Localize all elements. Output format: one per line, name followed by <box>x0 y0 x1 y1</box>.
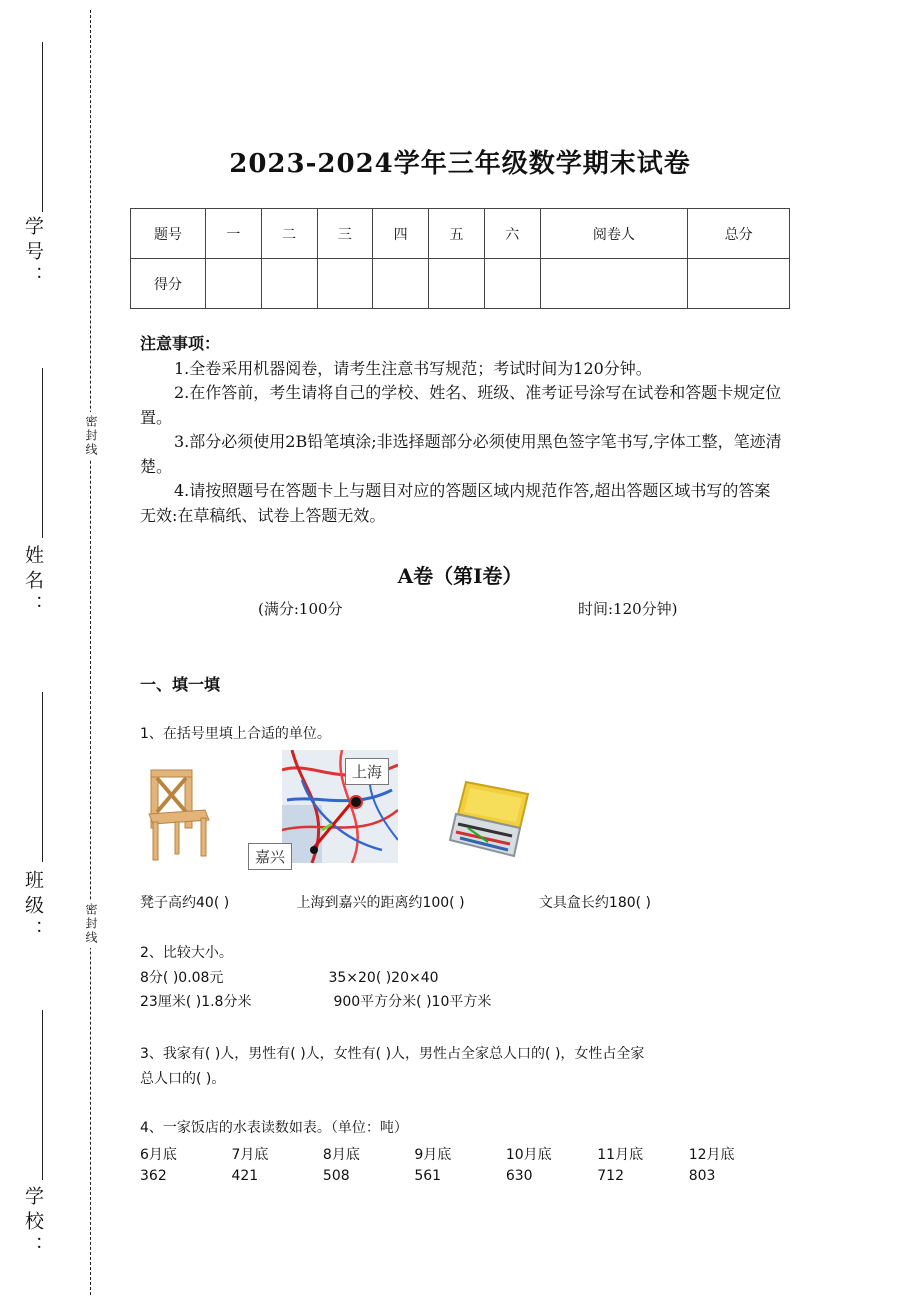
meter-reading: 508 <box>322 1168 350 1184</box>
question-2: 2、比较大小。 <box>140 945 233 961</box>
name-label: 姓名： <box>22 545 44 620</box>
score-header-cell: 总分 <box>688 209 790 259</box>
score-header-cell: 三 <box>317 209 373 259</box>
question-1-answers <box>140 892 651 912</box>
meter-month: 12月底 <box>688 1147 735 1163</box>
class-label: 班级： <box>22 870 44 945</box>
note-item: 2.在作答前，考生请将自己的学校、姓名、班级、准考证号涂写在试卷和答题卡规定位置。 <box>140 383 782 427</box>
q2-compare-item[interactable]: 23厘米( )1.8分米 <box>140 994 252 1010</box>
meter-month: 11月底 <box>597 1147 644 1163</box>
meter-readings-row <box>140 1168 715 1184</box>
meter-reading: 803 <box>688 1168 716 1184</box>
notes-heading: 注意事项： <box>140 334 221 353</box>
score-table <box>130 208 790 309</box>
meter-month: 9月底 <box>414 1147 452 1163</box>
meter-month: 8月底 <box>322 1147 360 1163</box>
name-line <box>42 368 43 538</box>
exam-title: 2023-2024学年三年级数学期末试卷 <box>229 149 691 179</box>
meter-month: 6月底 <box>140 1147 177 1163</box>
score-cell[interactable] <box>688 259 790 309</box>
score-header-cell: 五 <box>429 209 485 259</box>
note-item: 3.部分必须使用2B铅笔填涂;非选择题部分必须使用黑色签字笔书写,字体工整，笔迹清楚。 <box>140 432 782 476</box>
question-1: 1、在括号里填上合适的单位。 <box>140 726 331 742</box>
score-header-cell: 阅卷人 <box>540 209 688 259</box>
meter-month: 10月底 <box>505 1147 552 1163</box>
school-label: 学校： <box>22 1186 44 1261</box>
student-id-label: 学号： <box>22 216 44 291</box>
score-table-score-row <box>131 259 790 309</box>
q1-answer-pencil-case[interactable]: 文具盒长约180( ) <box>538 895 652 911</box>
score-header-cell: 四 <box>373 209 429 259</box>
seal-text-lower: 密封线 <box>83 900 100 948</box>
meter-reading: 561 <box>414 1168 442 1184</box>
note-item: 4.请按照题号在答题卡上与题目对应的答题区域内规范作答,超出答题区域书写的答案无效:在草稿纸、试卷上答题无效。 <box>140 481 771 525</box>
chair-image <box>145 768 211 866</box>
section-title: A卷（第Ⅰ卷） <box>397 564 523 588</box>
score-table-header-row <box>131 209 790 259</box>
pencil-case-image <box>448 780 530 862</box>
meter-reading: 421 <box>231 1168 259 1184</box>
score-row-label: 得分 <box>131 259 206 309</box>
question-2-row-1 <box>140 967 439 987</box>
score-header-cell: 六 <box>484 209 540 259</box>
school-line <box>42 1010 43 1180</box>
exam-notes <box>140 332 785 528</box>
meter-reading: 362 <box>140 1168 167 1184</box>
exam-time: 时间:120分钟) <box>578 600 678 618</box>
seal-text-upper: 密封线 <box>83 412 100 460</box>
score-cell[interactable] <box>261 259 317 309</box>
score-header-cell: 二 <box>261 209 317 259</box>
score-header-cell: 题号 <box>131 209 206 259</box>
score-cell[interactable] <box>317 259 373 309</box>
meter-months-row <box>140 1144 735 1164</box>
note-item: 1.全卷采用机器阅卷，请考生注意书写规范；考试时间为120分钟。 <box>174 358 652 378</box>
full-score: (满分:100分 <box>258 600 343 618</box>
score-cell[interactable] <box>540 259 688 309</box>
score-cell[interactable] <box>429 259 485 309</box>
meter-month: 7月底 <box>231 1147 269 1163</box>
q2-compare-item[interactable]: 900平方分米( )10平方米 <box>333 994 492 1010</box>
part-one-heading: 一、填一填 <box>140 675 221 694</box>
question-4: 4、一家饭店的水表读数如表。（单位：吨） <box>140 1120 408 1136</box>
map-label-jiaxing: 嘉兴 <box>248 843 292 870</box>
map-label-shanghai: 上海 <box>345 758 389 785</box>
question-3-line-1: 3、我家有( )人，男性有( )人，女性有( )人，男性占全家总人口的( )，女性占全家 <box>140 1046 645 1062</box>
score-cell[interactable] <box>206 259 262 309</box>
q2-compare-item[interactable]: 8分( )0.08元 <box>140 970 224 986</box>
score-cell[interactable] <box>484 259 540 309</box>
question-2-row-2 <box>140 991 491 1011</box>
q1-answer-chair[interactable]: 凳子高约40( ) <box>140 895 230 911</box>
score-cell[interactable] <box>373 259 429 309</box>
student-id-line <box>42 42 43 212</box>
q1-answer-distance[interactable]: 上海到嘉兴的距离约100( ) <box>296 895 465 911</box>
question-3-line-2: 总人口的( )。 <box>140 1071 226 1087</box>
q2-compare-item[interactable]: 35×20( )20×40 <box>328 970 439 986</box>
score-header-cell: 一 <box>206 209 262 259</box>
class-line <box>42 692 43 862</box>
meter-reading: 712 <box>597 1168 624 1184</box>
meter-reading: 630 <box>505 1168 533 1184</box>
binding-dashed-line <box>90 10 91 1295</box>
